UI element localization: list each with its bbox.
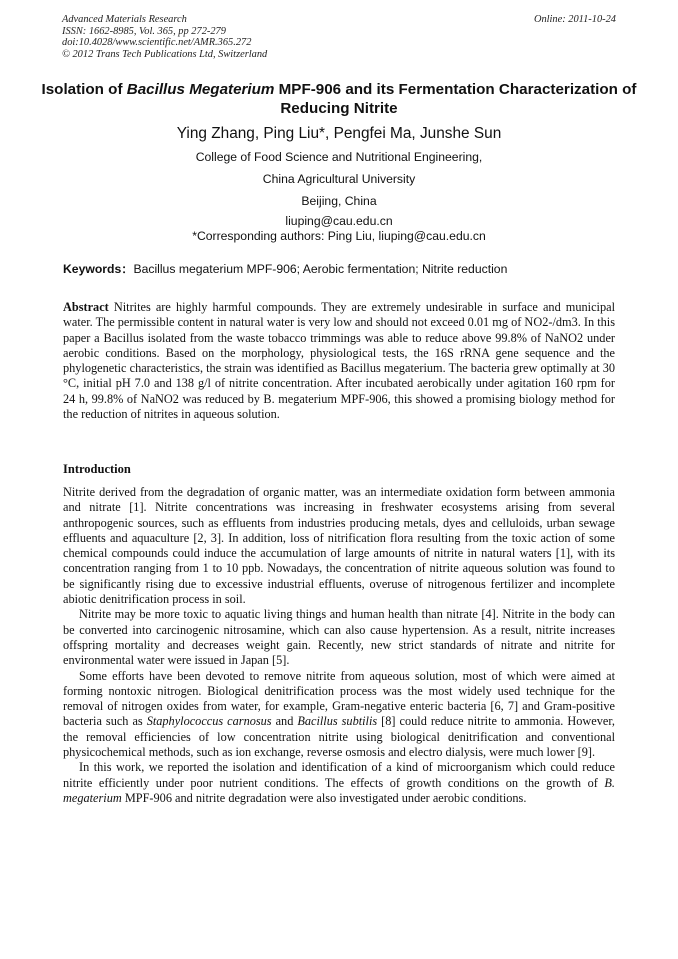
doi-line: doi:10.4028/www.scientific.net/AMR.365.272	[62, 37, 252, 48]
species-staphylococcus: Staphylococcus carnosus	[146, 714, 272, 729]
paper-title	[40, 80, 638, 118]
journal-header	[62, 14, 616, 60]
journal-name: Advanced Materials Research	[62, 14, 187, 25]
intro-p3-text-b: and	[271, 714, 298, 729]
keywords-text: Bacillus megaterium MPF-906; Aerobic fermentation; Nitrite reduction	[133, 262, 508, 276]
affiliation-city: Beijing, China	[301, 194, 377, 208]
author-email: liuping@cau.edu.cn	[285, 214, 393, 228]
intro-p4-text-b: MPF-906 and nitrite degradation were also investigated under aerobic conditions.	[121, 790, 527, 805]
copyright-line: © 2012 Trans Tech Publications Ltd, Switzerland	[62, 48, 268, 60]
title-species: Bacillus Megaterium	[126, 81, 275, 98]
introduction-body	[63, 485, 615, 806]
species-bacillus-subtilis: Bacillus subtilis	[297, 714, 378, 729]
intro-paragraph-1: Nitrite derived from the degradation of organic matter, was an intermediate oxidation form between ammonia and nitrate [1]. Nitrite concentrations was increasing in freshwater ecosystems arising from several anthropogenic sources, such as effluents from industries producing metals, dyes and celluloids, urban sewage effluents and aquaculture [2, 3]. In addition, loss of nitrification flora resulting from the toxic action of some chemical compounds could induce the accumulation of large amounts of nitrite in natural waters [1], with its concentration ranging from 1 to 10 ppb. Nowadays, the concentration of nitrite aqueous solution was found to be significantly rising due to excessive industrial effluents, overuse of nitrogenous fertilizer and incomplete abiotic denitrification process in soil.	[63, 485, 615, 607]
intro-p3-text-c: [8] could reduce nitrite to ammonia. However, the removal efficiencies of low concentration nitrite using biological denitrification and conventional physicochemical methods, such as ion exchange, reverse osmosis and electro dialysis, were much lower [9].	[63, 714, 615, 760]
intro-p4-text-a: In this work, we reported the isolation and identification of a kind of microorganism which could reduce nitrite efficiently under poor nutrient conditions. The effects of growth conditions on the growth of	[63, 760, 615, 790]
species-b-megaterium: B. megaterium	[63, 775, 615, 805]
abstract-text: Nitrites are highly harmful compounds. They are extremely undesirable in surface and municipal water. The permissible content in natural water is very low and should not exceed 0.01 mg of NO2-/dm3. In this paper a Bacillus isolated from the waste tobacco trimmings was able to reduce above 99.8% of NaNO2 under aerobic conditions. Based on the morphology, physiological tests, the 16S rRNA gene sequence and the phylogenetic characteristics, the strain was identified as Bacillus megaterium. The bacteria grew optimally at 30 °C, initial pH 7.0 and 138 g/l of nitrite concentration. After incubated aerobically under agitation 160 rpm for 24 h, 99.8% of NaNO2 was reduced by B. megaterium MPF-906, this showed a promising biology method for the reduction of nitrites in aqueous solution.	[63, 300, 615, 422]
affiliation-university: China Agricultural University	[262, 172, 416, 186]
abstract	[63, 300, 615, 422]
corresponding-author: *Corresponding authors: Ping Liu, liuping@cau.edu.cn	[192, 229, 486, 243]
intro-p3-text-a: Some efforts have been devoted to remove nitrite from aqueous solution, most of which were aimed at forming nontoxic nitrogen. Biological denitrification process was the most widely used technique for the removal of nitrogen oxides from water, for example, Gram-negative enteric bacteria [6, 7] and Gram-positive bacteria such as	[63, 668, 615, 729]
online-date: Online: 2011-10-24	[533, 14, 616, 25]
introduction-heading: Introduction	[63, 462, 131, 476]
abstract-label: Abstract	[63, 300, 109, 314]
title-part-2: MPF-906 and its Fermentation Characterization of Reducing Nitrite	[274, 81, 637, 117]
author-list: Ying Zhang, Ping Liu*, Pengfei Ma, Junshe Sun	[176, 125, 502, 142]
keywords	[63, 262, 619, 277]
title-part-1: Isolation of	[41, 81, 127, 98]
keywords-label: Keywords：	[63, 262, 134, 276]
intro-paragraph-4	[63, 760, 615, 806]
intro-paragraph-2: Nitrite may be more toxic to aquatic living things and human health than nitrate [4]. Nitrite in the body can be converted into carcinogenic nitrosamine, which can also cause hypertension. As a result, nitrite increases offspring mortality and decreases weight gain. Recently, new strict standards of nitrate and nitrite for environmental water were issued in Japan [5].	[63, 607, 615, 668]
intro-paragraph-3	[63, 669, 615, 761]
affiliation-college: College of Food Science and Nutritional Engineering,	[195, 150, 483, 164]
issn-line: ISSN: 1662-8985, Vol. 365, pp 272-279	[62, 25, 226, 37]
